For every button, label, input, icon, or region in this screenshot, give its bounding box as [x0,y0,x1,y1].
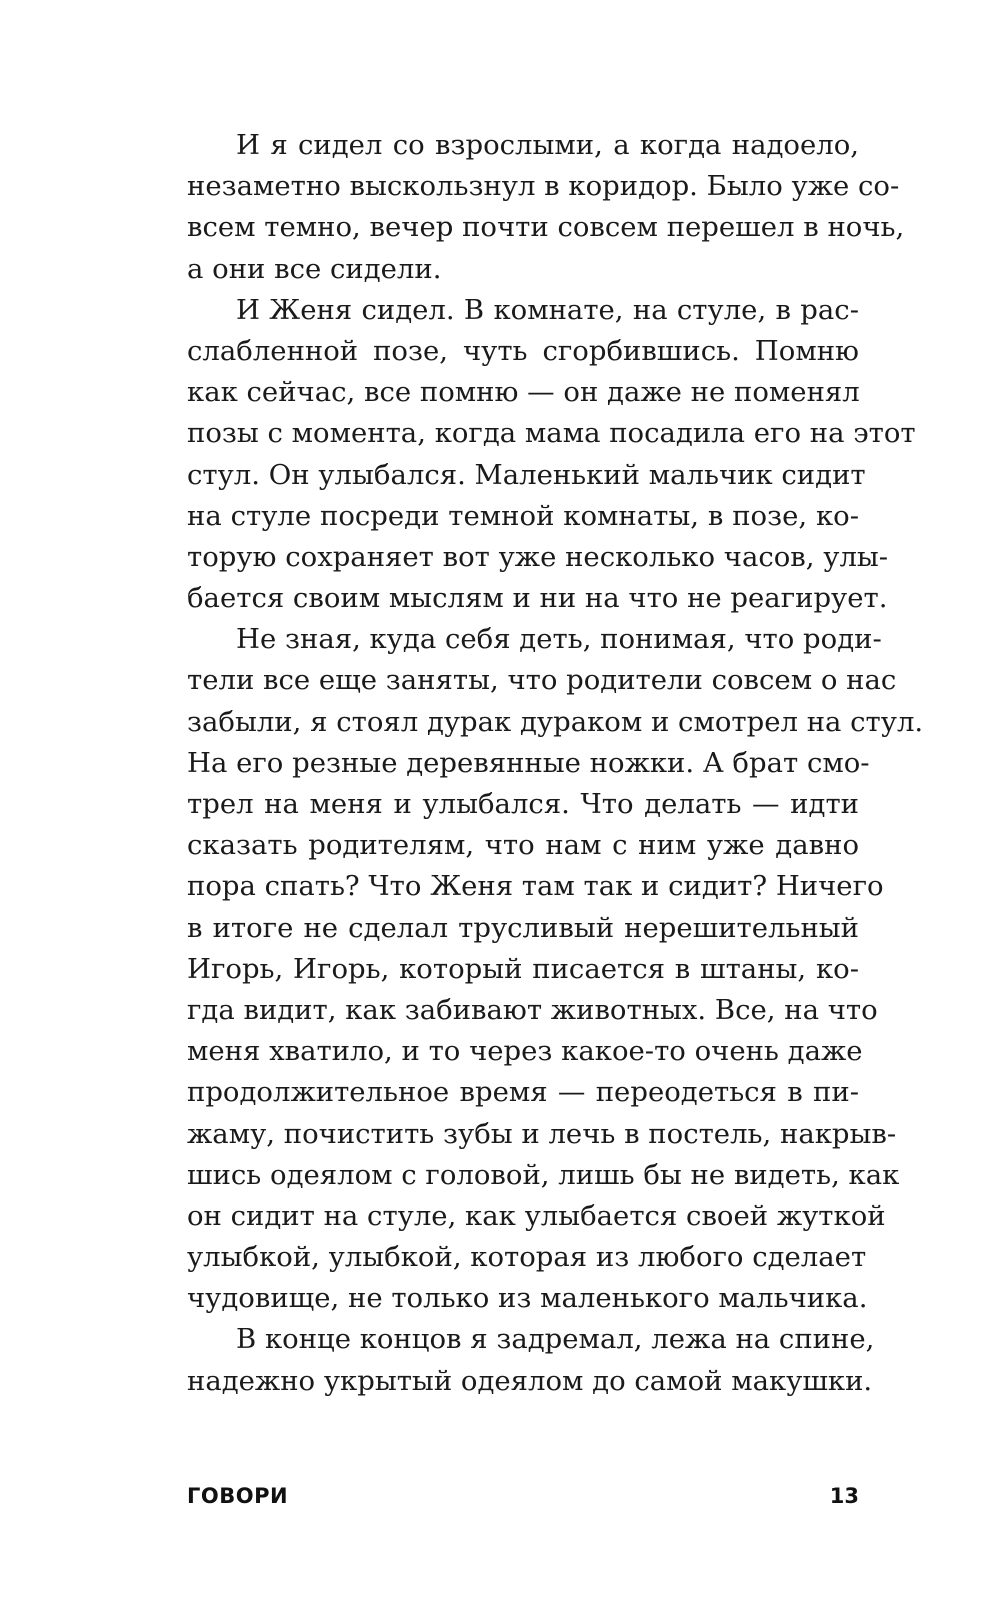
text-line: а они все сидели. [187,252,442,285]
text-line: в итоге не сделал трусливый нерешительный [187,911,859,944]
text-line: торую сохраняет вот уже несколько часов, улы- [187,540,889,573]
page-footer [187,1484,859,1514]
text-line: В конце концов я задремал, лежа на спине, [236,1323,875,1356]
text-line: как сейчас, все помню — он даже не поменял [187,376,860,409]
text-line: улыбкой, улыбкой, которая из любого сделает [187,1241,867,1274]
text-line: И Женя сидел. В комнате, на стуле, в рас- [236,293,859,326]
text-line: шись одеялом с головой, лишь бы не видеть, как [187,1158,900,1191]
running-title: ГОВОРИ [187,1484,289,1508]
text-line: незаметно выскользнул в коридор. Было уже со- [187,170,900,203]
text-line: продолжительное время — переодеться в пи- [187,1076,859,1109]
text-line: трел на меня и улыбался. Что делать — идти [187,788,859,820]
text-line: стул. Он улыбался. Маленький мальчик сидит [187,458,866,491]
text-line: меня хватило, и то через какое-то очень даже [187,1035,863,1068]
text-line: на стуле посреди темной комнаты, в позе, ко- [187,499,859,532]
text-line: пора спать? Что Женя там так и сидит? Ничего [187,870,884,903]
text-line: жаму, почистить зубы и лечь в постель, накрыв- [187,1117,897,1150]
text-line: Не зная, куда себя деть, понимая, что роди- [236,623,882,656]
text-line: всем темно, вечер почти совсем перешел в ночь, [187,211,905,244]
text-line: забыли, я стоял дурак дураком и смотрел на стул. [187,705,924,738]
text-line: бается своим мыслям и ни на что не реагирует. [187,582,888,615]
text-line: сказать родителям, что нам с ним уже давно [187,829,859,862]
text-line: тели все еще заняты, что родители совсем о нас [187,664,897,697]
text-line: слабленной позе, чуть сгорбившись. Помню [187,334,859,367]
text-line: надежно укрытый одеялом до самой макушки. [187,1364,873,1397]
text-line: позы с момента, когда мама посадила его на этот [187,417,916,450]
text-line: он сидит на стуле, как улыбается своей жуткой [187,1199,886,1232]
page-number: 13 [829,1484,859,1508]
text-line: И я сидел со взрослыми, а когда надоело, [236,129,859,161]
text-line: На его резные деревянные ножки. А брат смо- [187,746,870,779]
body-text [187,125,924,1402]
text-line: Игорь, Игорь, который писается в штаны, ко- [187,952,859,985]
text-line: гда видит, как забивают животных. Все, на что [187,993,878,1026]
text-line: чудовище, не только из маленького мальчика. [187,1282,868,1315]
